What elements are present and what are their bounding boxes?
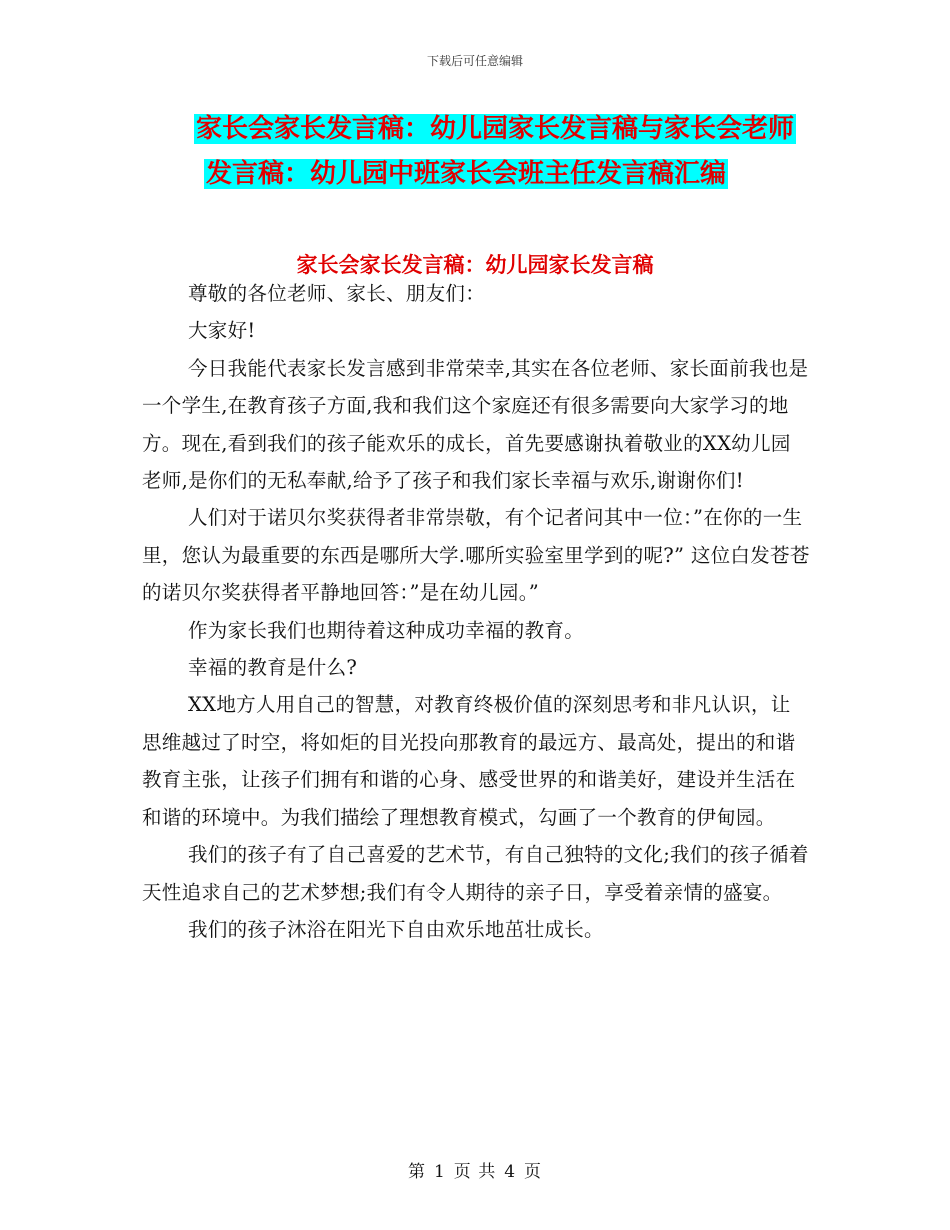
document-title-line-2 (0, 157, 941, 191)
document-body (142, 275, 810, 948)
footer-middle: 页 共 (453, 1162, 497, 1182)
document-title-line-1-text: 家长会家长发言稿：幼儿园家长发言稿与家长会老师 (195, 114, 794, 144)
document-title-line-1 (0, 112, 950, 146)
paragraph: 今日我能代表家长发言感到非常荣幸,其实在各位老师、家长面前我也是一个学生,在教育孩子方面,我和我们这个家庭还有很多需要向大家学习的地方。现在,看到我们的孩子能欢乐的成长，首先要感谢执着敬业的XX幼儿园老师,是你们的无私奉献,给予了孩子和我们家长幸福与欢乐,谢谢你们! (142, 356, 809, 493)
paragraph: 人们对于诺贝尔奖获得者非常崇敬，有个记者问其中一位：”在你的一生里，您认为最重要的东西是哪所大学.哪所实验室里学到的呢?” 这位白发苍苍的诺贝尔奖获得者平静地回答：”是在幼儿园。” (142, 506, 810, 605)
footer-suffix: 页 (524, 1162, 543, 1182)
paragraph-salutation: 尊敬的各位老师、家长、朋友们： (188, 282, 486, 305)
paragraph: XX地方人用自己的智慧，对教育终极价值的深刻思考和非凡认识，让思维越过了时空，将如炬的目光投向那教育的最远方、最高处，提出的和谐教育主张，让孩子们拥有和谐的心身、感受世界的和谐美好，建设并生活在和谐的环境中。为我们描绘了理想教育模式，勾画了一个教育的伊甸园。 (142, 693, 796, 829)
header-note: 下载后可任意编辑 (426, 54, 523, 68)
footer-page-number: 1 (433, 1162, 446, 1182)
paragraph: 作为家长我们也期待着这种成功幸福的教育。 (188, 618, 585, 642)
paragraph: 我们的孩子沐浴在阳光下自由欢乐地茁壮成长。 (188, 917, 604, 941)
footer-total-pages: 4 (504, 1162, 517, 1182)
page-footer (0, 1157, 950, 1182)
section-subtitle: 家长会家长发言稿：幼儿园家长发言稿 (296, 253, 654, 277)
paragraph: 我们的孩子有了自己喜爱的艺术节，有自己独特的文化;我们的孩子循着天性追求自己的艺术梦想;我们有令人期待的亲子日，享受着亲情的盛宴。 (142, 843, 809, 904)
document-title-line-2-text: 发言稿：幼儿园中班家长会班主任发言稿汇编 (205, 159, 726, 189)
paragraph: 幸福的教育是什么? (188, 656, 358, 680)
footer-prefix: 第 (407, 1162, 426, 1182)
paragraph-greeting: 大家好! (188, 319, 256, 343)
